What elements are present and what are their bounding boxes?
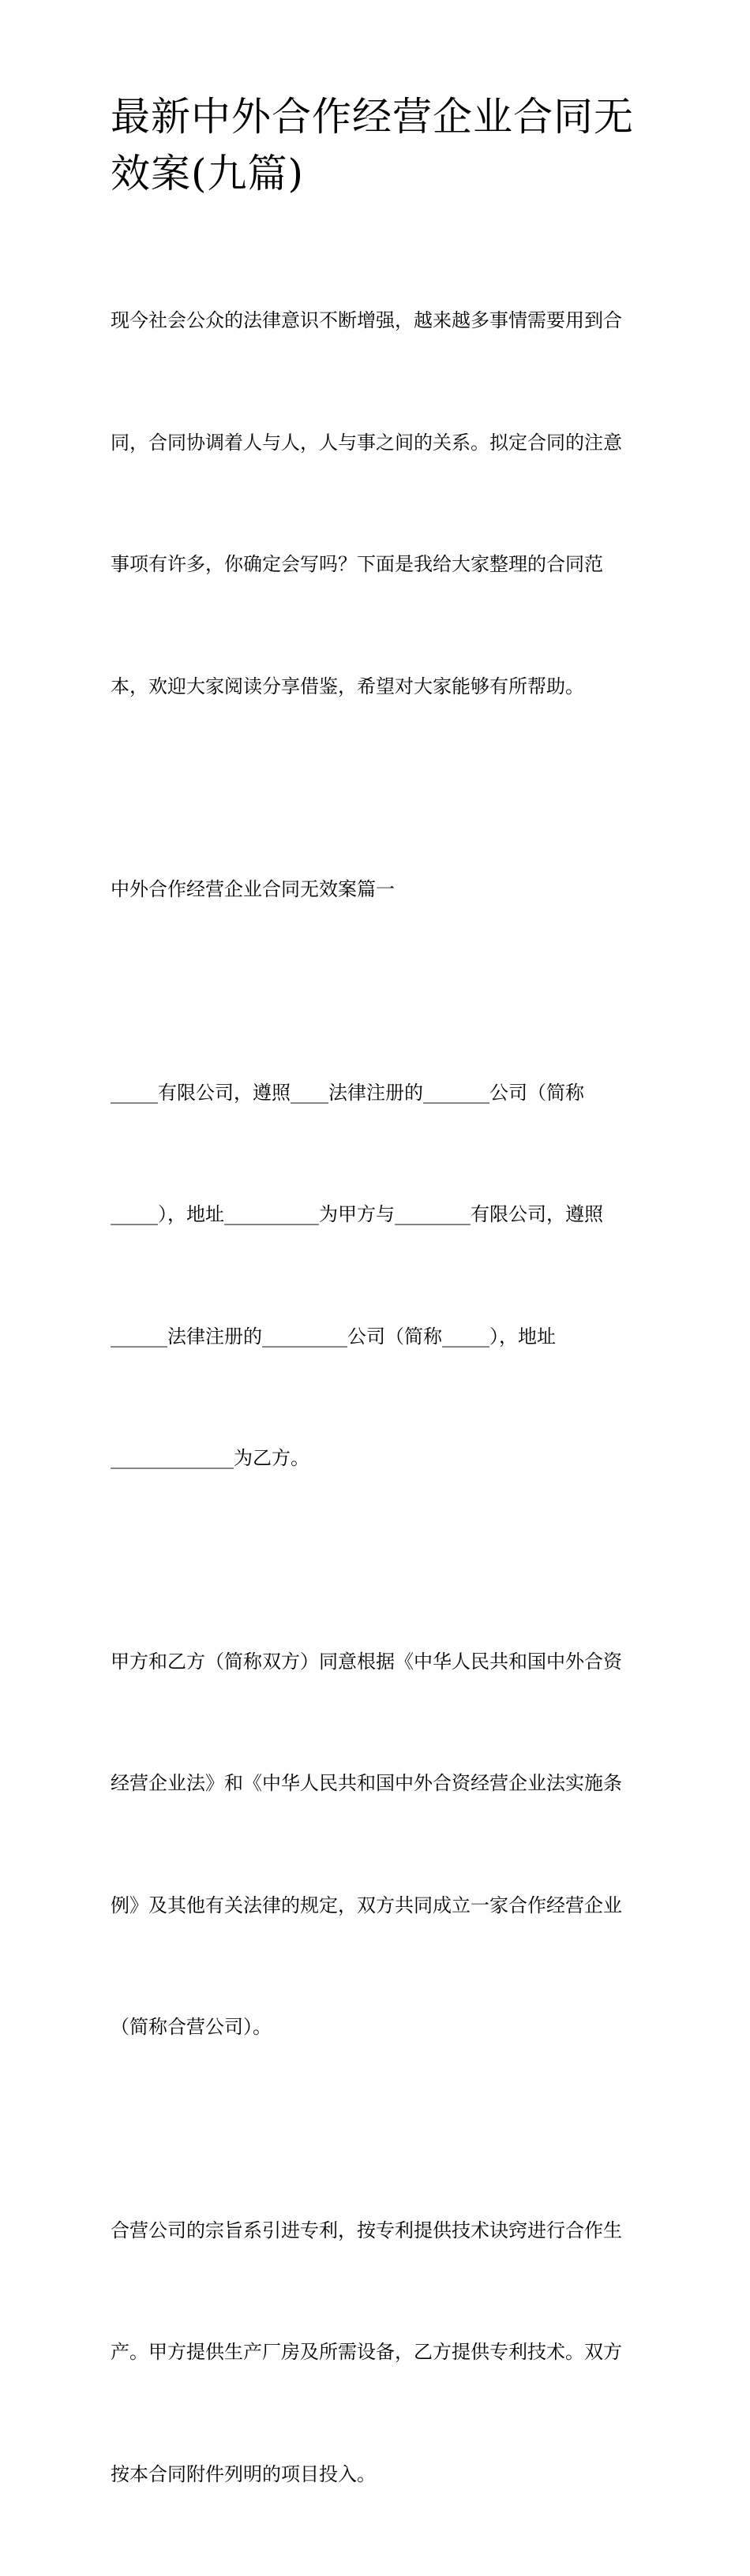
text-line: 现今社会公众的法律意识不断增强，越来越多事情需要用到合 [111, 301, 647, 342]
text-line: _____），地址__________为甲方与________有限公司，遵照 [111, 1195, 647, 1236]
parties-paragraph [111, 992, 647, 1561]
document-page [0, 0, 750, 970]
text-line: 本，欢迎大家阅读分享借鉴，希望对大家能够有所帮助。 [111, 667, 647, 708]
document-title [111, 88, 647, 202]
text-line: 中外合作经营企业合同无效案篇一 [111, 869, 647, 910]
text-line: 经营企业法》和《中华人民共和国中外合资经营企业法实施条 [111, 1763, 647, 1804]
purpose-paragraph [111, 2129, 647, 2576]
title-line: 效案(九篇) [111, 145, 647, 202]
text-line: 按本合同附件列明的项目投入。 [111, 2454, 647, 2496]
agreement-paragraph [111, 1561, 647, 2129]
text-line: _____________为乙方。 [111, 1438, 647, 1479]
text-line: 甲方和乙方（简称双方）同意根据《中华人民共和国中外合资 [111, 1642, 647, 1683]
intro-paragraph [111, 219, 647, 788]
text-line: 事项有许多，你确定会写吗？下面是我给大家整理的合同范 [111, 544, 647, 585]
text-line: ______法律注册的_________公司（简称_____），地址 [111, 1317, 647, 1358]
text-line: 产。甲方提供生产厂房及所需设备，乙方提供专利技术。双方 [111, 2332, 647, 2373]
section-heading [111, 788, 647, 992]
text-line: 例》及其他有关法律的规定，双方共同成立一家合作经营企业 [111, 1886, 647, 1927]
text-line: _____有限公司，遵照____法律注册的_______公司（简称 [111, 1073, 647, 1114]
document-body [111, 219, 647, 2576]
text-line: 合营公司的宗旨系引进专利，按专利提供技术诀窍进行合作生 [111, 2211, 647, 2252]
title-line: 最新中外合作经营企业合同无 [111, 88, 647, 145]
text-line: （简称合营公司）。 [111, 2007, 647, 2048]
text-line: 同，合同协调着人与人，人与事之间的关系。拟定合同的注意 [111, 423, 647, 464]
